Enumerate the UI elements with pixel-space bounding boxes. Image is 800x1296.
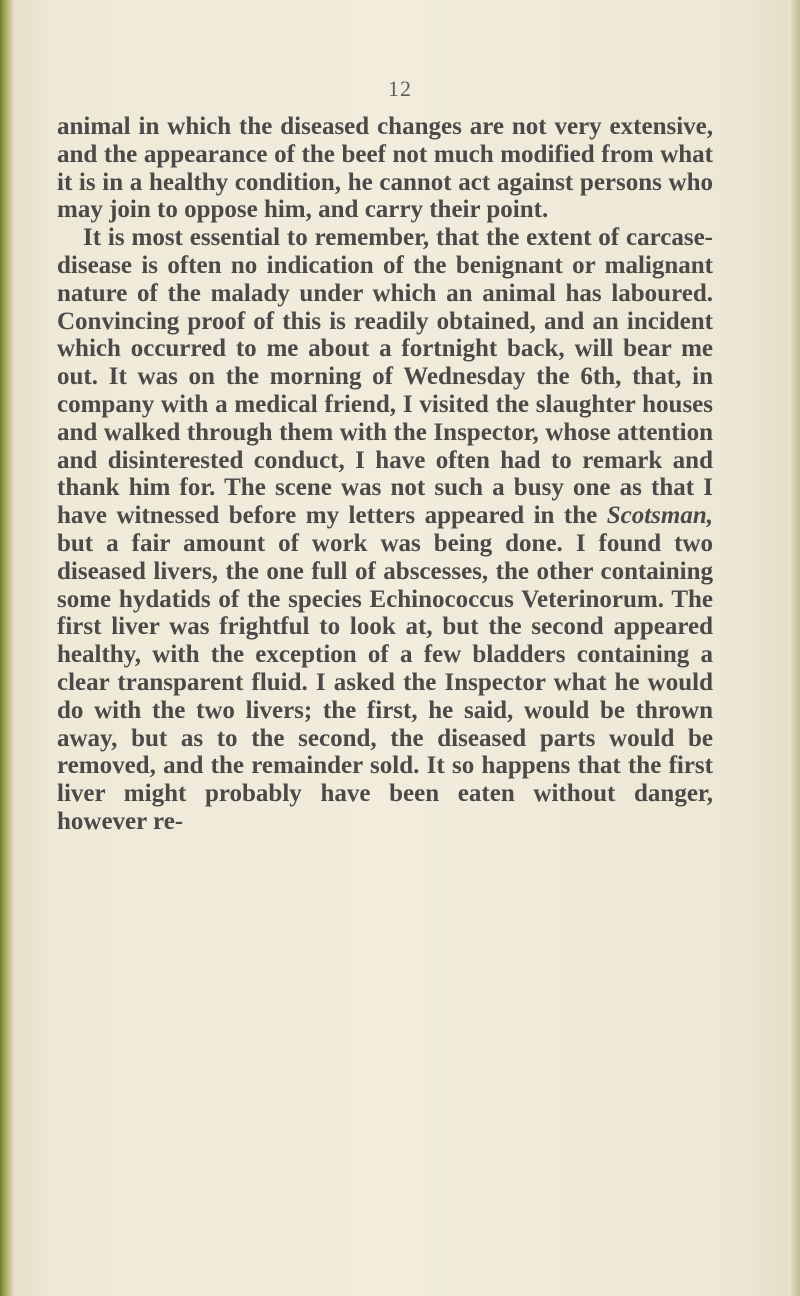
paragraph-2: [57, 224, 713, 836]
newspaper-title: Scotsman,: [606, 502, 713, 530]
page-number: 12: [388, 76, 412, 101]
text-run: animal in which the diseased changes are not very extensive, and the appearance of the beef not much modified from what it is in a healthy condition, he cannot act against persons who may join to oppose him, and carry their point.: [57, 113, 713, 224]
text-run: It is most essential to remember, that the extent of carcase-disease is often no indication of the benignant or malignant nature of the malady under which an animal has laboured. Convincing proof of this is readily obtained, and an incident which occurred to me about a fortnight back, will bear me out. It was on the morning of Wednesday the 6th, that, in company with a medical friend, I visited the slaughter houses and walked through them with the Inspector, whose attention and disinterested conduct, I have often had to remark and thank him for. The scene was not such a busy one as that I have witnessed before my letters appeared in the: [57, 224, 713, 530]
text-run: but a fair amount of work was being done. I found two diseased livers, the one full of abscesses, the other containing some hydatids of the species Echinococcus Veterinorum. The first liver was frightful to look at, but the second appeared healthy, with the exception of a few bladders containing a clear transparent fluid. I asked the Inspector what he would do with the two livers; the first, he said, would be thrown away, but as to the second, the diseased parts would be removed, and the remainder sold. It so happens that the first liver might probably have been eaten without danger, however re-: [57, 529, 713, 835]
body-text: [57, 113, 713, 836]
page-outer-edge: [788, 0, 800, 1296]
paragraph-1: [57, 113, 713, 224]
page-binding-edge: [0, 0, 14, 1296]
